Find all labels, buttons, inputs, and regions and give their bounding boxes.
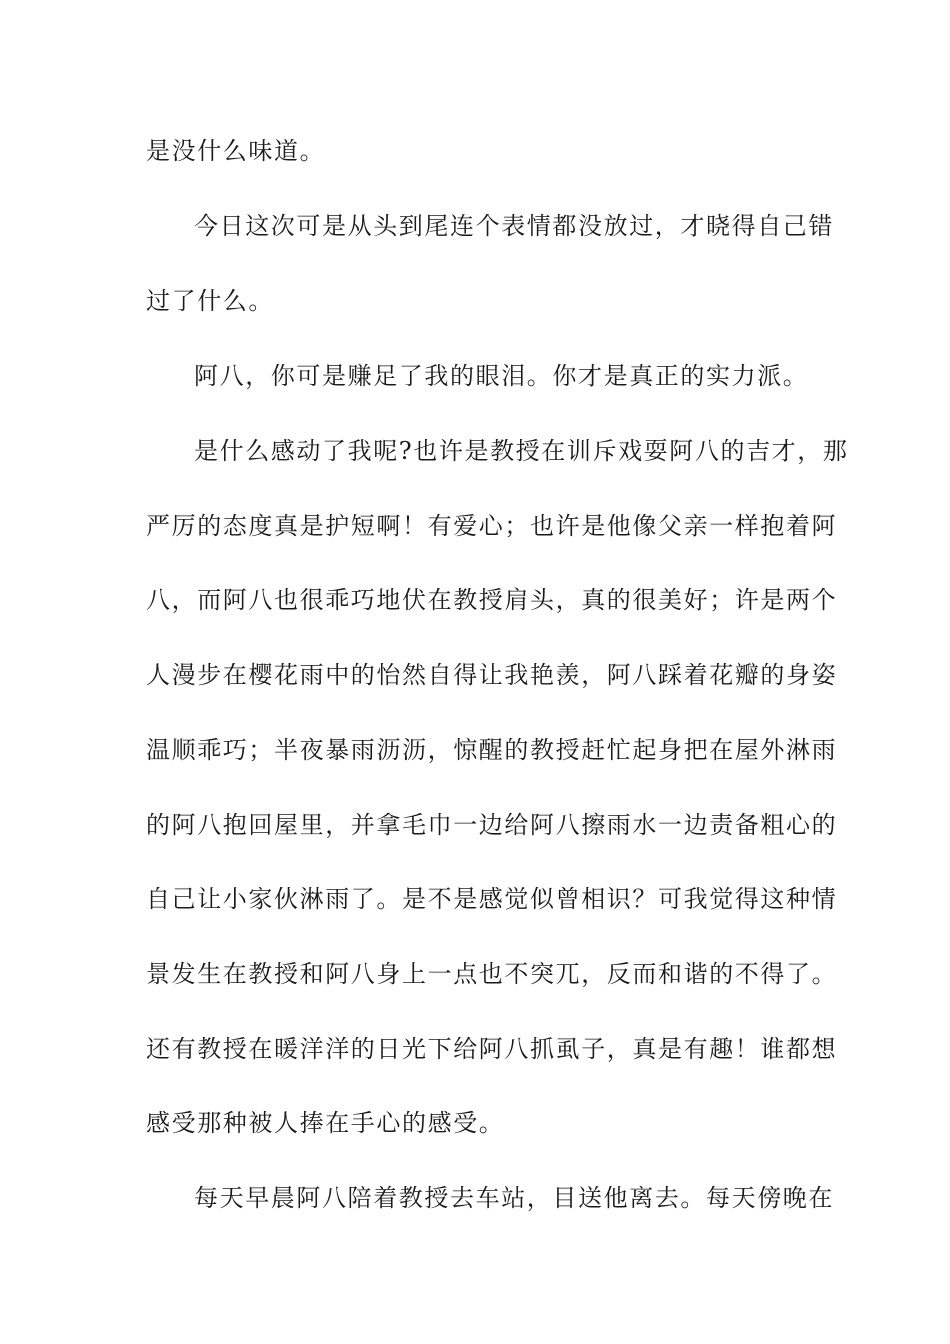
text-line: 温顺乖巧；半夜暴雨沥沥，惊醒的教授赶忙起身把在屋外淋雨 [146,736,838,764]
text-line: 严厉的态度真是护短啊！有爱心；也许是他像父亲一样抱着阿 [146,512,838,540]
text-line: 是没什么味道。 [146,137,326,165]
paragraph-start: 阿八，你可是赚足了我的眼泪。你才是真正的实力派。 [194,362,809,390]
paragraph-start: 每天早晨阿八陪着教授去车站，目送他离去。每天傍晚在 [194,1184,834,1212]
text-line: 人漫步在樱花雨中的怡然自得让我艳羡，阿八踩着花瓣的身姿 [146,661,838,689]
text-line: 的阿八抱回屋里，并拿毛巾一边给阿八擦雨水一边责备粗心的 [146,811,838,839]
text-line: 八，而阿八也很乖巧地伏在教授肩头，真的很美好；许是两个 [146,586,838,614]
text-line: 景发生在教授和阿八身上一点也不突兀，反而和谐的不得了。 [146,960,838,988]
text-line: 过了什么。 [146,287,274,315]
paragraph-start: 今日这次可是从头到尾连个表情都没放过，才晓得自己错 [194,212,834,240]
text-line: 感受那种被人捧在手心的感受。 [146,1109,505,1137]
text-line: 自己让小家伙淋雨了。是不是感觉似曾相识？可我觉得这种情 [146,885,838,913]
paragraph-start: 是什么感动了我呢?也许是教授在训斥戏耍阿八的吉才，那 [194,437,849,465]
text-line: 还有教授在暖洋洋的日光下给阿八抓虱子，真是有趣！谁都想 [146,1035,838,1063]
